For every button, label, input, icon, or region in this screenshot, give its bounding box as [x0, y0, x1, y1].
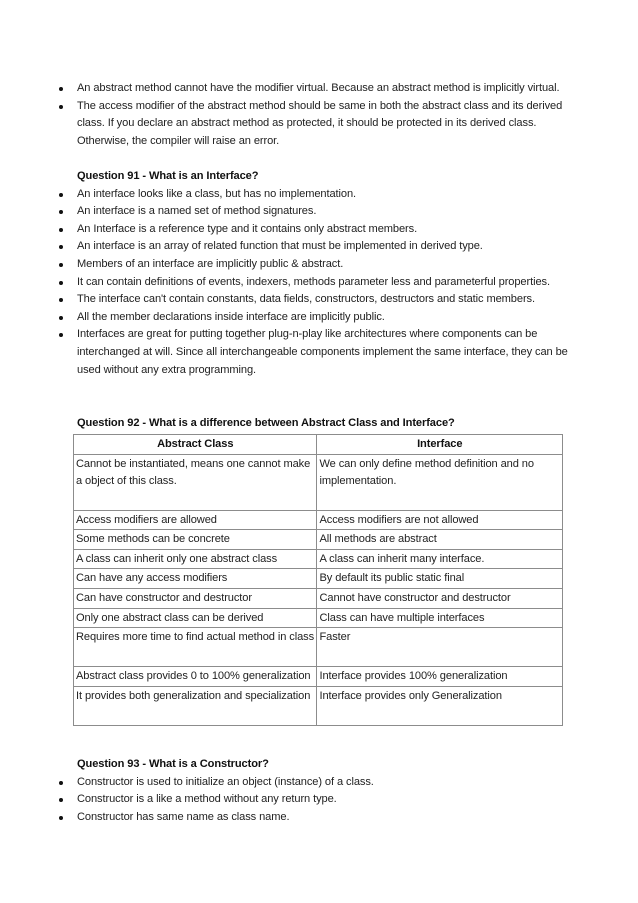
list-item: The interface can't contain constants, data fields, constructors, destructors and static members.: [0, 291, 638, 309]
bullet-icon: [59, 87, 63, 91]
column-header-interface: Interface: [317, 435, 563, 455]
bullet-icon: [59, 193, 63, 197]
table-cell: All methods are abstract: [317, 530, 563, 550]
table-cell: Cannot have constructor and destructor: [317, 588, 563, 608]
bullet-icon: [59, 263, 63, 267]
table-row: [74, 569, 563, 589]
bullet-icon: [59, 798, 63, 802]
table-row: [74, 510, 563, 530]
list-item: An interface is an array of related function that must be implemented in derived type.: [0, 238, 638, 256]
list-item: An interface looks like a class, but has no implementation.: [0, 186, 638, 204]
table-row: [74, 628, 563, 667]
table-row: [74, 530, 563, 550]
table-cell: Cannot be instantiated, means one cannot make a object of this class.: [74, 454, 317, 510]
bullet-icon: [59, 105, 63, 109]
bullet-icon: [59, 816, 63, 820]
table-cell: Can have constructor and destructor: [74, 588, 317, 608]
bullet-icon: [59, 316, 63, 320]
table-cell: Faster: [317, 628, 563, 667]
abstract-method-notes: [0, 80, 638, 150]
table-cell: Interface provides only Generalization: [317, 686, 563, 725]
bullet-icon: [59, 245, 63, 249]
list-item: An abstract method cannot have the modifier virtual. Because an abstract method is implicitly virtual.: [0, 80, 638, 98]
table-cell: Access modifiers are allowed: [74, 510, 317, 530]
table-header-row: [74, 435, 563, 455]
list-item: An interface is a named set of method signatures.: [0, 203, 638, 221]
table-cell: Can have any access modifiers: [74, 569, 317, 589]
bullet-icon: [59, 333, 63, 337]
table-row: [74, 686, 563, 725]
comparison-table: [73, 434, 563, 726]
table-cell: Requires more time to find actual method in class: [74, 628, 317, 667]
column-header-abstract-class: Abstract Class: [74, 435, 317, 455]
table-cell: We can only define method definition and no implementation.: [317, 454, 563, 510]
table-row: [74, 588, 563, 608]
bullet-icon: [59, 228, 63, 232]
question-92-heading: Question 92 - What is a difference between Abstract Class and Interface?: [77, 417, 455, 429]
table-row: [74, 608, 563, 628]
bullet-icon: [59, 781, 63, 785]
table-row: [74, 454, 563, 510]
table-cell: A class can inherit only one abstract class: [74, 549, 317, 569]
list-item: All the member declarations inside interface are implicitly public.: [0, 309, 638, 327]
list-item: Constructor is a like a method without any return type.: [0, 791, 638, 809]
table-cell: By default its public static final: [317, 569, 563, 589]
list-item: Constructor has same name as class name.: [0, 809, 638, 827]
table-row: [74, 667, 563, 687]
table-row: [74, 549, 563, 569]
table-cell: Interface provides 100% generalization: [317, 667, 563, 687]
bullet-icon: [59, 210, 63, 214]
bullet-icon: [59, 298, 63, 302]
table-cell: Access modifiers are not allowed: [317, 510, 563, 530]
question-92-section: [0, 415, 638, 433]
table-cell: Only one abstract class can be derived: [74, 608, 317, 628]
list-item: Members of an interface are implicitly public & abstract.: [0, 256, 638, 274]
question-93-heading: Question 93 - What is a Constructor?: [77, 758, 269, 770]
list-item: Constructor is used to initialize an object (instance) of a class.: [0, 774, 638, 792]
list-item: An Interface is a reference type and it contains only abstract members.: [0, 221, 638, 239]
table-cell: A class can inherit many interface.: [317, 549, 563, 569]
question-93-section: [0, 756, 638, 826]
list-item: It can contain definitions of events, indexers, methods parameter less and parameterful properties.: [0, 274, 638, 292]
table-cell: It provides both generalization and specialization: [74, 686, 317, 725]
list-item: The access modifier of the abstract method should be same in both the abstract class and its derived class. If you declare an abstract method as protected, it should be protected in its derived class. Otherwise, the compiler will raise an error.: [0, 98, 638, 151]
question-91-heading: Question 91 - What is an Interface?: [77, 170, 259, 182]
table-cell: Some methods can be concrete: [74, 530, 317, 550]
bullet-icon: [59, 281, 63, 285]
table-cell: Abstract class provides 0 to 100% generalization: [74, 667, 317, 687]
question-91-section: [0, 168, 638, 379]
list-item: Interfaces are great for putting together plug-n-play like architectures where components can be interchanged at will. Since all interchangeable components implement the same interface, they can be used without any extra programming.: [0, 326, 638, 379]
table-cell: Class can have multiple interfaces: [317, 608, 563, 628]
